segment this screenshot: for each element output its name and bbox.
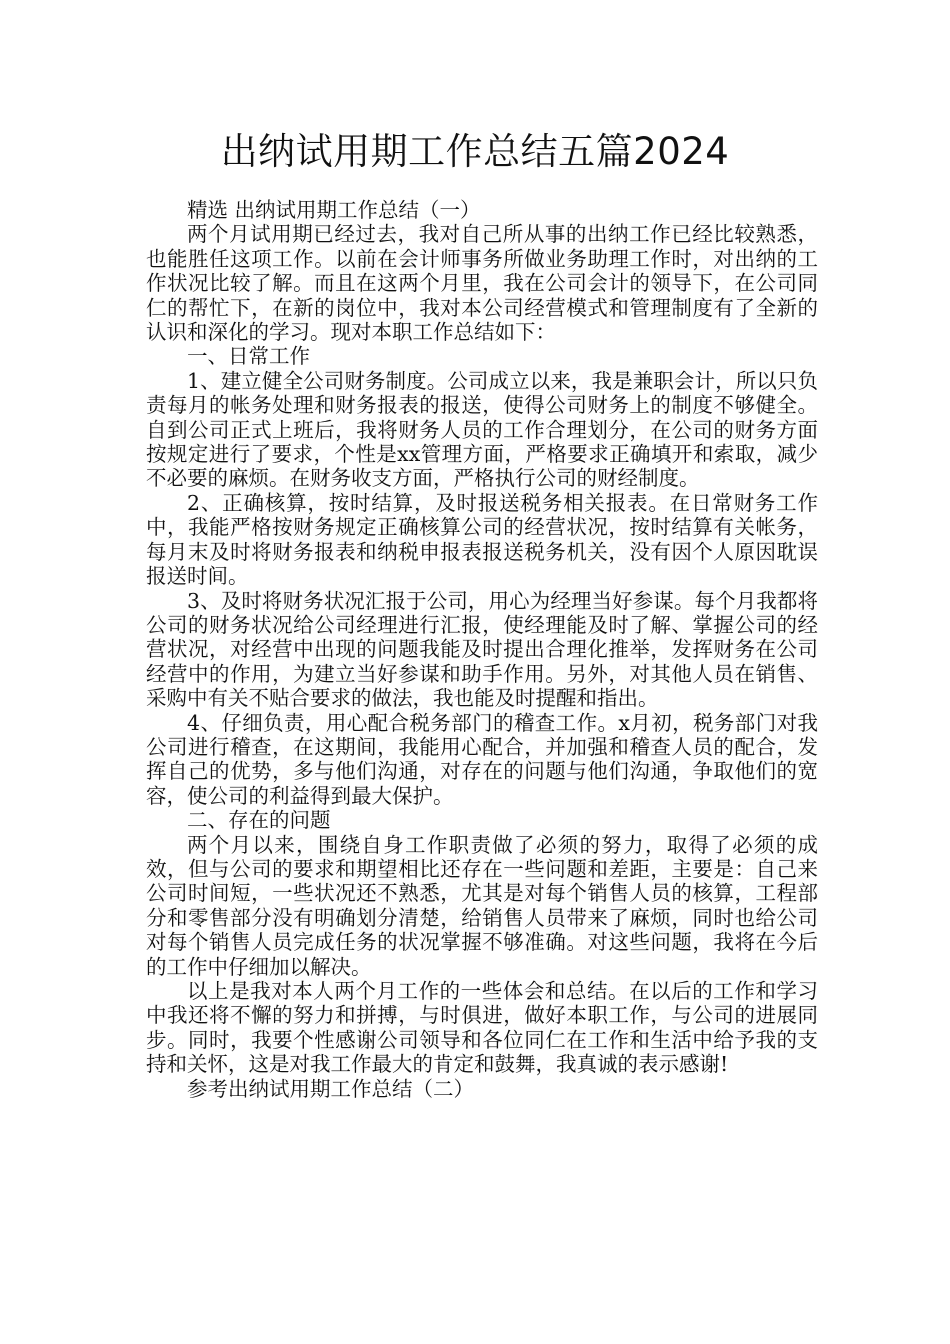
document-title: 出纳试用期工作总结五篇2024	[220, 130, 730, 173]
item-paragraph-4: 4、仔细负责，用心配合税务部门的稽查工作。x月初，税务部门对我公司进行稽查，在这期间，我能用心配合，并加强和稽查人员的配合，发挥自己的优势，多与他们沟通，对存在的问题与他们沟通，争取他们的宽容，使公司的利益得到最大保护。	[146, 710, 818, 808]
document-body	[146, 198, 818, 1101]
intro-paragraph: 两个月试用期已经过去，我对自己所从事的出纳工作已经比较熟悉，也能胜任这项工作。以前在会计师事务所做业务助理工作时，对出纳的工作状况比较了解。而且在这两个月里，我在公司会计的领导下，在公司同仁的帮忙下，在新的岗位中，我对本公司经营模式和管理制度有了全新的认识和深化的学习。现对本职工作总结如下：	[146, 222, 818, 345]
problems-paragraph: 两个月以来，围绕自身工作职责做了必须的努力，取得了必须的成效，但与公司的要求和期望相比还存在一些问题和差距，主要是：自己来公司时间短，一些状况还不熟悉，尤其是对每个销售人员的核算，工程部分和零售部分没有明确划分清楚，给销售人员带来了麻烦，同时也给公司对每个销售人员完成任务的状况掌握不够准确。对这些问题，我将在今后的工作中仔细加以解决。	[146, 832, 818, 979]
item-paragraph-3: 3、及时将财务状况汇报于公司，用心为经理当好参谋。每个月我都将公司的财务状况给公司经理进行汇报，使经理能及时了解、掌握公司的经营状况，对经营中出现的问题我能及时提出合理化推举，发挥财务在公司经营中的作用，为建立当好参谋和助手作用。另外，对其他人员在销售、采购中有关不贴合要求的做法，我也能及时提醒和指出。	[146, 588, 818, 711]
section-heading-1: 精选 出纳试用期工作总结（一）	[187, 198, 481, 222]
subheading-daily-work: 一、日常工作	[187, 344, 310, 369]
subheading-problems: 二、存在的问题	[187, 808, 331, 833]
item-paragraph-1: 1、建立健全公司财务制度。公司成立以来，我是兼职会计，所以只负责每月的帐务处理和财务报表的报送，使得公司财务上的制度不够健全。自到公司正式上班后，我将财务人员的工作合理划分，在公司的财务方面按规定进行了要求，个性是xx管理方面，严格要求正确填开和索取，减少不必要的麻烦。在财务收支方面，严格执行公司的财经制度。	[146, 368, 818, 491]
item-paragraph-2: 2、正确核算，按时结算，及时报送税务相关报表。在日常财务工作中，我能严格按财务规定正确核算公司的经营状况，按时结算有关帐务，每月末及时将财务报表和纳税申报表报送税务机关，没有因个人原因耽误报送时间。	[146, 490, 818, 589]
closing-paragraph: 以上是我对本人两个月工作的一些体会和总结。在以后的工作和学习中我还将不懈的努力和拼搏，与时俱进，做好本职工作，与公司的进展同步。同时，我要个性感谢公司领导和各位同仁在工作和生活中给予我的支持和关怀，这是对我工作最大的肯定和鼓舞，我真诚的表示感谢!	[146, 979, 818, 1077]
section-heading-2: 参考出纳试用期工作总结（二）	[187, 1076, 474, 1101]
